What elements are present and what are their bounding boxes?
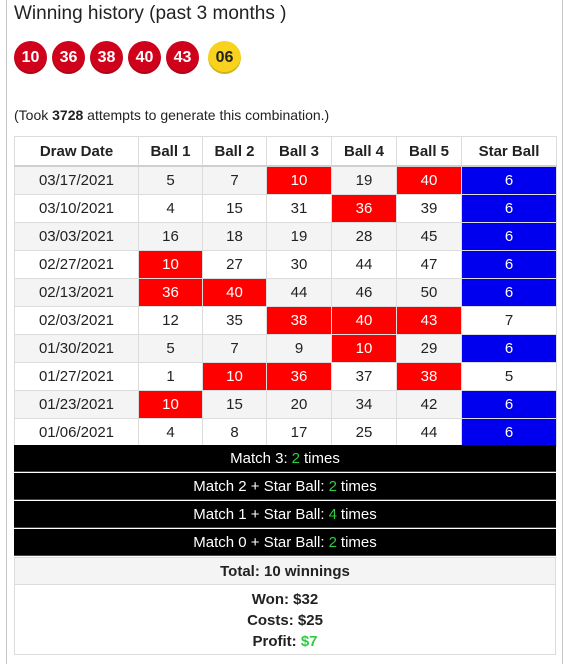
ball-cell: 15 bbox=[203, 195, 267, 223]
star-ball-cell: 7 bbox=[462, 307, 557, 335]
match-count: 2 bbox=[328, 477, 337, 495]
table-row bbox=[15, 307, 557, 335]
costs-line bbox=[15, 610, 555, 631]
star-ball-cell: 6 bbox=[462, 391, 557, 419]
ball-1: 10 bbox=[14, 41, 47, 74]
match-label: Match 2 + Star Ball: bbox=[193, 477, 325, 495]
profit-line bbox=[15, 631, 555, 652]
match-count: 2 bbox=[291, 449, 301, 467]
ball-cell: 39 bbox=[397, 195, 462, 223]
ball-cell: 36 bbox=[267, 363, 332, 391]
table-row bbox=[15, 279, 557, 307]
ball-cell: 10 bbox=[267, 166, 332, 195]
star-ball-cell: 6 bbox=[462, 195, 557, 223]
costs-label: Costs: bbox=[247, 612, 294, 629]
ball-3: 38 bbox=[90, 41, 123, 74]
ball-cell: 28 bbox=[332, 223, 397, 251]
header-ball-5: Ball 5 bbox=[397, 137, 462, 167]
star-ball-cell: 6 bbox=[462, 251, 557, 279]
match-summary-row bbox=[14, 445, 556, 472]
ball-cell: 31 bbox=[267, 195, 332, 223]
table-row bbox=[15, 195, 557, 223]
ball-cell: 44 bbox=[267, 279, 332, 307]
star-ball-cell: 6 bbox=[462, 335, 557, 363]
ball-cell: 9 bbox=[267, 335, 332, 363]
match-unit: times bbox=[340, 533, 377, 551]
ball-cell: 40 bbox=[203, 279, 267, 307]
ball-cell: 47 bbox=[397, 251, 462, 279]
winning-history-table bbox=[14, 136, 557, 447]
star-ball-cell: 6 bbox=[462, 223, 557, 251]
ball-cell: 15 bbox=[203, 391, 267, 419]
header-ball-2: Ball 2 bbox=[203, 137, 267, 167]
won-value: $32 bbox=[293, 591, 319, 608]
attempts-note bbox=[14, 107, 329, 123]
match-unit: times bbox=[340, 505, 377, 523]
draw-date-cell: 02/03/2021 bbox=[15, 307, 139, 335]
star-ball-cell: 5 bbox=[462, 363, 557, 391]
match-summary-row bbox=[14, 529, 556, 556]
ball-cell: 18 bbox=[203, 223, 267, 251]
match-summary-row bbox=[14, 501, 556, 528]
draw-date-cell: 03/03/2021 bbox=[15, 223, 139, 251]
ball-cell: 40 bbox=[332, 307, 397, 335]
ball-cell: 40 bbox=[397, 166, 462, 195]
header-ball-4: Ball 4 bbox=[332, 137, 397, 167]
won-label: Won: bbox=[251, 591, 289, 608]
draw-date-cell: 03/10/2021 bbox=[15, 195, 139, 223]
ball-cell: 19 bbox=[332, 166, 397, 195]
attempts-prefix: (Took bbox=[14, 107, 49, 123]
match-unit: times bbox=[304, 449, 340, 467]
draw-date-cell: 02/13/2021 bbox=[15, 279, 139, 307]
ball-cell: 29 bbox=[397, 335, 462, 363]
ball-cell: 10 bbox=[203, 363, 267, 391]
ball-cell: 20 bbox=[267, 391, 332, 419]
table-row bbox=[15, 363, 557, 391]
draw-date-cell: 01/27/2021 bbox=[15, 363, 139, 391]
match-label: Match 1 + Star Ball: bbox=[193, 505, 325, 523]
draw-date-cell: 02/27/2021 bbox=[15, 251, 139, 279]
star-ball-cell: 6 bbox=[462, 419, 557, 447]
page-title: Winning history (past 3 months ) bbox=[14, 3, 287, 24]
total-winnings: Total: 10 winnings bbox=[14, 557, 556, 585]
ball-cell: 12 bbox=[139, 307, 203, 335]
star-ball-cell: 6 bbox=[462, 166, 557, 195]
ball-cell: 4 bbox=[139, 195, 203, 223]
ball-cell: 35 bbox=[203, 307, 267, 335]
header-draw-date: Draw Date bbox=[15, 137, 139, 167]
table-row bbox=[15, 166, 557, 195]
ball-cell: 4 bbox=[139, 419, 203, 447]
ball-cell: 1 bbox=[139, 363, 203, 391]
attempts-count: 3728 bbox=[52, 107, 84, 123]
ball-cell: 45 bbox=[397, 223, 462, 251]
header-ball-1: Ball 1 bbox=[139, 137, 203, 167]
profit-label: Profit: bbox=[252, 633, 297, 650]
table-row bbox=[15, 223, 557, 251]
table-row bbox=[15, 335, 557, 363]
ball-cell: 5 bbox=[139, 166, 203, 195]
ball-cell: 46 bbox=[332, 279, 397, 307]
ball-cell: 16 bbox=[139, 223, 203, 251]
match-label: Match 0 + Star Ball: bbox=[193, 533, 325, 551]
draw-date-cell: 03/17/2021 bbox=[15, 166, 139, 195]
ball-cell: 27 bbox=[203, 251, 267, 279]
ball-cell: 10 bbox=[139, 391, 203, 419]
ball-cell: 42 bbox=[397, 391, 462, 419]
ball-cell: 44 bbox=[332, 251, 397, 279]
ball-cell: 10 bbox=[139, 251, 203, 279]
match-unit: times bbox=[340, 477, 377, 495]
ball-cell: 10 bbox=[332, 335, 397, 363]
ball-cell: 34 bbox=[332, 391, 397, 419]
won-line bbox=[15, 589, 555, 610]
draw-date-cell: 01/23/2021 bbox=[15, 391, 139, 419]
ball-cell: 8 bbox=[203, 419, 267, 447]
star-ball-cell: 6 bbox=[462, 279, 557, 307]
ball-cell: 44 bbox=[397, 419, 462, 447]
ball-cell: 38 bbox=[397, 363, 462, 391]
match-count: 2 bbox=[328, 533, 337, 551]
match-summary-row bbox=[14, 473, 556, 500]
ball-cell: 50 bbox=[397, 279, 462, 307]
ball-cell: 30 bbox=[267, 251, 332, 279]
ball-cell: 19 bbox=[267, 223, 332, 251]
ball-cell: 43 bbox=[397, 307, 462, 335]
ball-cell: 25 bbox=[332, 419, 397, 447]
table-row bbox=[15, 419, 557, 447]
draw-date-cell: 01/30/2021 bbox=[15, 335, 139, 363]
draw-date-cell: 01/06/2021 bbox=[15, 419, 139, 447]
ball-cell: 5 bbox=[139, 335, 203, 363]
ball-cell: 36 bbox=[332, 195, 397, 223]
table-body bbox=[15, 166, 557, 447]
ball-cell: 7 bbox=[203, 166, 267, 195]
match-count: 4 bbox=[328, 505, 337, 523]
ball-cell: 7 bbox=[203, 335, 267, 363]
ball-cell: 37 bbox=[332, 363, 397, 391]
table-row bbox=[15, 391, 557, 419]
match-label: Match 3: bbox=[230, 449, 288, 467]
ball-4: 40 bbox=[128, 41, 161, 74]
ball-cell: 17 bbox=[267, 419, 332, 447]
table-header-row bbox=[15, 137, 557, 167]
header-ball-3: Ball 3 bbox=[267, 137, 332, 167]
costs-value: $25 bbox=[297, 612, 323, 629]
table-row bbox=[15, 251, 557, 279]
star-ball: 06 bbox=[208, 41, 241, 74]
attempts-suffix: attempts to generate this combination.) bbox=[87, 107, 330, 123]
ball-cell: 36 bbox=[139, 279, 203, 307]
ball-5: 43 bbox=[166, 41, 199, 74]
ball-cell: 38 bbox=[267, 307, 332, 335]
profit-value: $7 bbox=[300, 633, 318, 650]
money-summary bbox=[14, 585, 556, 655]
header-star-ball: Star Ball bbox=[462, 137, 557, 167]
ball-2: 36 bbox=[52, 41, 85, 74]
